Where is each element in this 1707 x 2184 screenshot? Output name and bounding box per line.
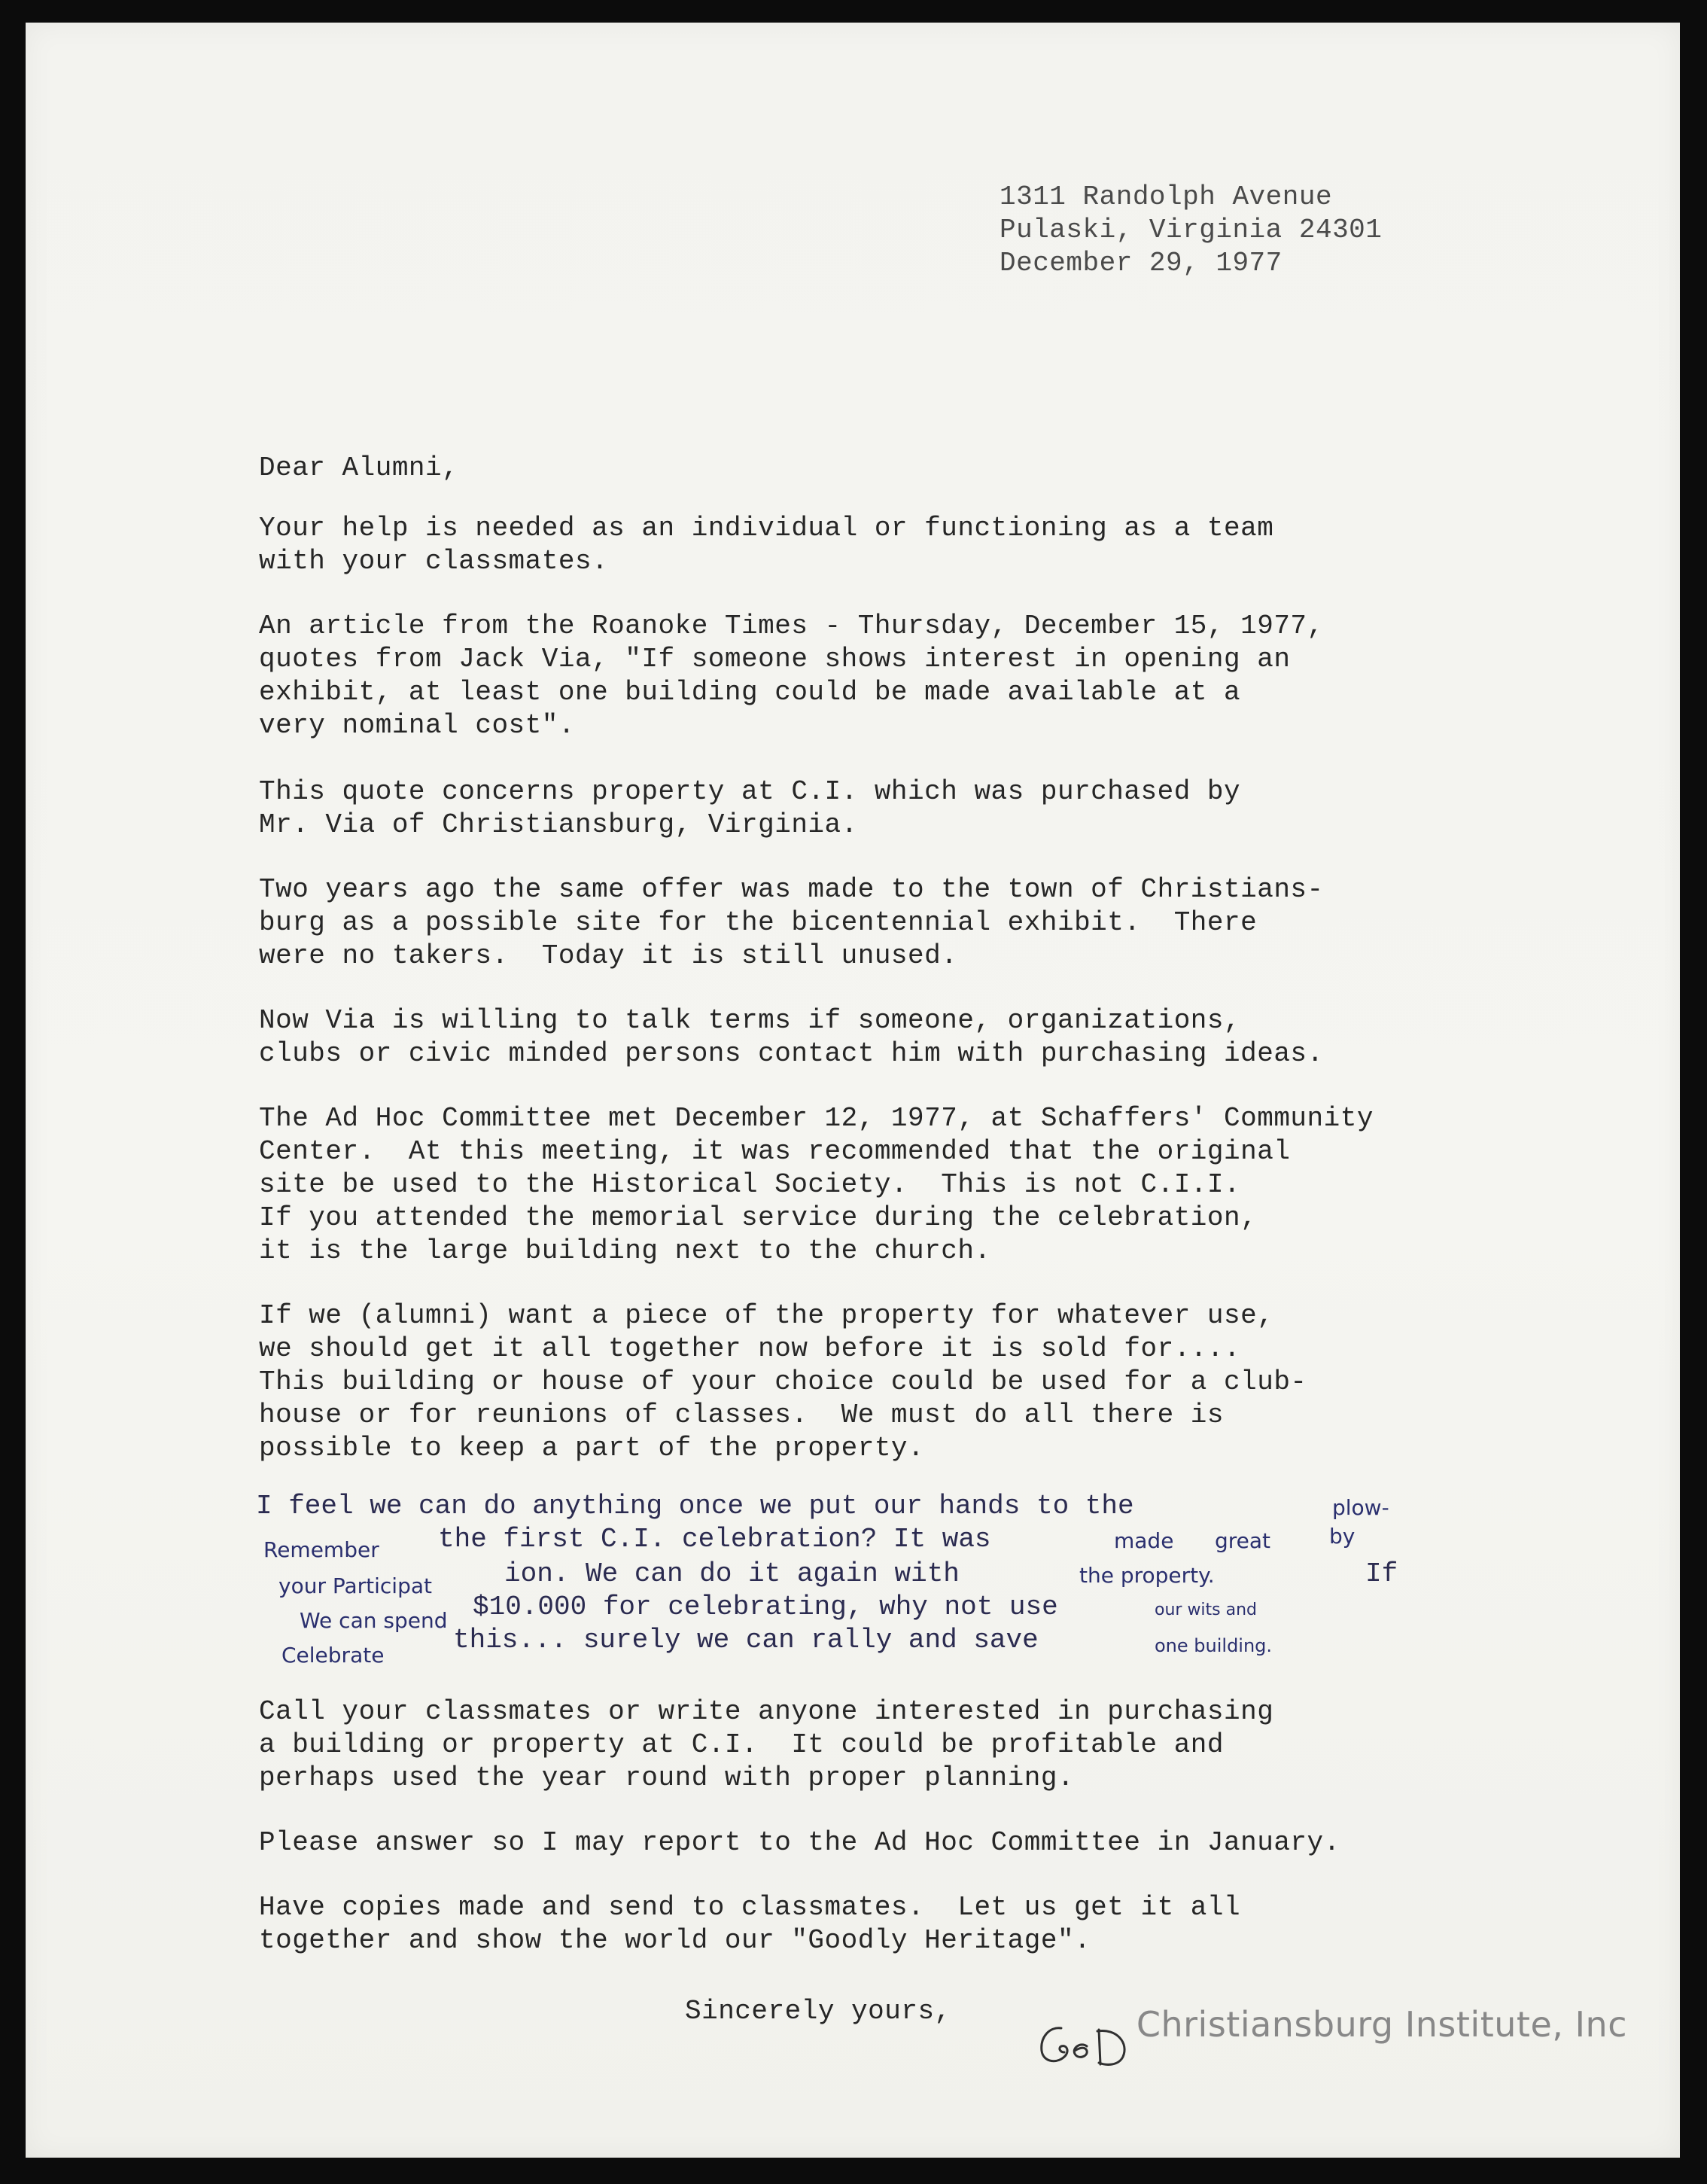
paragraph-2-line-4: very nominal cost". xyxy=(259,710,575,741)
annotated-line-2-handwritten-right-3: by xyxy=(1329,1524,1356,1549)
paragraph-4-line-2: burg as a possible site for the bicentennial exhibit. There xyxy=(259,907,1258,938)
paragraph-2-line-3: exhibit, at least one building could be made available at a xyxy=(259,677,1241,708)
paragraph-4-line-1: Two years ago the same offer was made to the town of Christians- xyxy=(259,874,1324,905)
address-line-2: Pulaski, Virginia 24301 xyxy=(1000,215,1383,245)
annotated-line-3-handwritten-left: your Participat xyxy=(278,1573,432,1598)
closing-paragraph-1-line-1: Call your classmates or write anyone interested in purchasing xyxy=(259,1696,1274,1727)
paragraph-7-line-3: This building or house of your choice could be used for a club- xyxy=(259,1366,1307,1397)
annotated-line-1-typed: I feel we can do anything once we put our hands to the xyxy=(256,1491,1134,1521)
annotated-line-2-handwritten-right-2: great xyxy=(1215,1528,1271,1553)
paragraph-7-line-4: house or for reunions of classes. We must do all there is xyxy=(259,1400,1225,1430)
closing-paragraph-1-line-2: a building or property at C.I. It could be profitable and xyxy=(259,1729,1225,1760)
closing-paragraph-1-line-3: perhaps used the year round with proper planning. xyxy=(259,1762,1075,1793)
paragraph-2-line-2: quotes from Jack Via, "If someone shows interest in opening an xyxy=(259,644,1291,675)
paragraph-6-line-4: If you attended the memorial service during the celebration, xyxy=(259,1202,1258,1233)
annotated-line-4-typed: $10.000 for celebrating, why not use xyxy=(473,1592,1058,1622)
closing-paragraph-3-line-1: Have copies made and send to classmates. Let us get it all xyxy=(259,1892,1241,1923)
paragraph-3-line-1: This quote concerns property at C.I. which was purchased by xyxy=(259,776,1241,807)
salutation: Dear Alumni, xyxy=(259,452,459,483)
annotated-line-5-handwritten-right: one building. xyxy=(1155,1635,1273,1656)
paragraph-3-line-2: Mr. Via of Christiansburg, Virginia. xyxy=(259,809,858,840)
annotated-line-2-typed: the first C.I. celebration? It was xyxy=(438,1524,991,1555)
annotated-line-4-handwritten-left: We can spend xyxy=(300,1608,448,1633)
paragraph-5-line-2: clubs or civic minded persons contact him with purchasing ideas. xyxy=(259,1038,1324,1069)
closing-paragraph-3-line-2: together and show the world our "Goodly Heritage". xyxy=(259,1925,1091,1956)
paragraph-7-line-2: we should get it all together now before it is sold for.... xyxy=(259,1333,1241,1364)
paragraph-1-line-1: Your help is needed as an individual or functioning as a team xyxy=(259,513,1274,544)
paragraph-2-line-1: An article from the Roanoke Times - Thursday, December 15, 1977, xyxy=(259,611,1324,641)
annotated-line-3-typed: ion. We can do it again with xyxy=(504,1558,960,1589)
closing-paragraph-2-line-1: Please answer so I may report to the Ad Hoc Committee in January. xyxy=(259,1827,1340,1858)
paragraph-6-line-5: it is the large building next to the church. xyxy=(259,1235,991,1266)
archive-watermark: Christiansburg Institute, Inc xyxy=(1136,2004,1627,2045)
letter-date: December 29, 1977 xyxy=(1000,248,1283,279)
signature-mark xyxy=(1033,2015,1138,2075)
signoff: Sincerely yours, xyxy=(685,1996,951,2027)
paragraph-7-line-1: If we (alumni) want a piece of the property for whatever use, xyxy=(259,1300,1274,1331)
paragraph-7-line-5: possible to keep a part of the property. xyxy=(259,1433,925,1464)
letter-page xyxy=(26,23,1680,2158)
annotated-line-1-handwritten: plow- xyxy=(1332,1495,1389,1520)
paragraph-4-line-3: were no takers. Today it is still unused. xyxy=(259,940,958,971)
paragraph-6-line-3: site be used to the Historical Society. This is not C.I.I. xyxy=(259,1169,1241,1200)
paragraph-6-line-1: The Ad Hoc Committee met December 12, 1977, at Schaffers' Community xyxy=(259,1103,1374,1134)
annotated-line-5-typed: this... surely we can rally and save xyxy=(453,1625,1039,1656)
annotated-line-5-handwritten-left: Celebrate xyxy=(281,1643,385,1668)
annotated-line-3-handwritten-right: the property. xyxy=(1079,1563,1215,1588)
annotated-line-2-handwritten-right-1: made xyxy=(1114,1528,1174,1553)
annotated-line-2-handwritten-left: Remember xyxy=(263,1537,379,1562)
annotated-line-4-handwritten-right: our wits and xyxy=(1155,1601,1258,1619)
paragraph-1-line-2: with your classmates. xyxy=(259,546,609,577)
paragraph-6-line-2: Center. At this meeting, it was recommended that the original xyxy=(259,1136,1291,1167)
address-line-1: 1311 Randolph Avenue xyxy=(1000,181,1333,212)
paragraph-5-line-1: Now Via is willing to talk terms if someone, organizations, xyxy=(259,1005,1241,1036)
annotated-line-3-typed-end: If xyxy=(1365,1558,1398,1589)
